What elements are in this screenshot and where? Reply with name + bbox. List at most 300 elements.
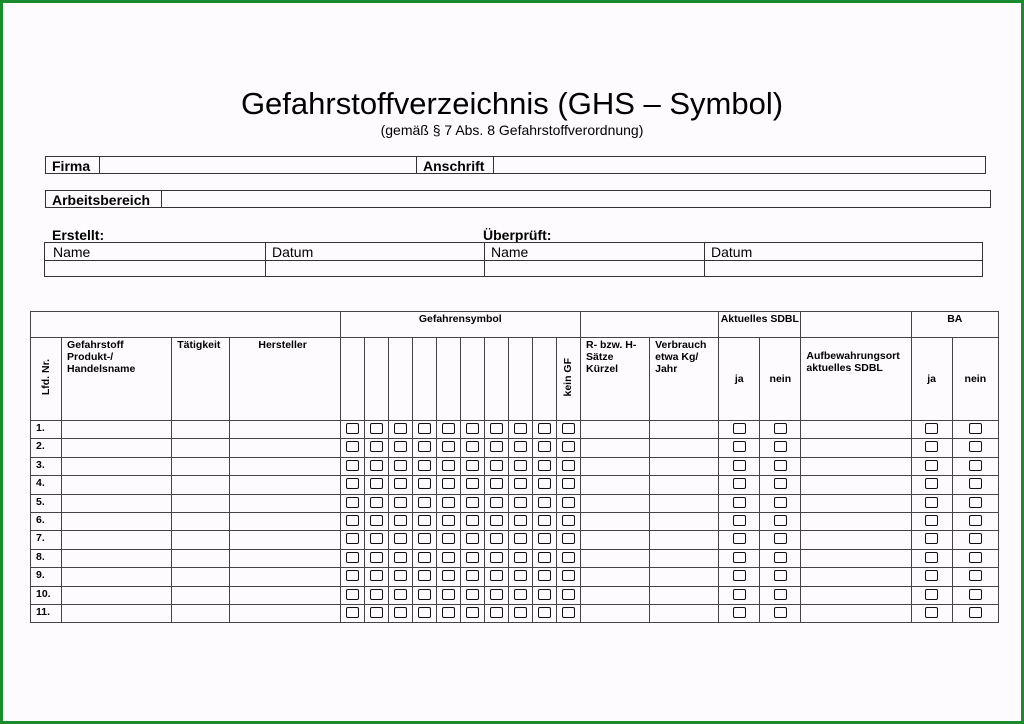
symbol-checkbox-cell: [364, 421, 388, 439]
checkbox[interactable]: [418, 589, 431, 600]
checkbox[interactable]: [418, 497, 431, 508]
checkbox[interactable]: [370, 478, 383, 489]
symbol-checkbox-cell: [436, 421, 460, 439]
row-number: 1.: [31, 421, 62, 439]
taetigkeit-cell[interactable]: [172, 512, 230, 530]
checkbox[interactable]: [774, 478, 787, 489]
checkbox[interactable]: [774, 589, 787, 600]
gefahrstoff-cell[interactable]: [62, 439, 172, 457]
checkbox[interactable]: [733, 460, 746, 471]
checkbox[interactable]: [418, 460, 431, 471]
checkbox[interactable]: [562, 460, 575, 471]
erstellt-name-field[interactable]: [45, 261, 265, 277]
aufbewahrungsort-cell[interactable]: [801, 568, 911, 586]
checkbox[interactable]: [562, 478, 575, 489]
checkbox[interactable]: [925, 515, 938, 526]
checkbox[interactable]: [538, 533, 551, 544]
r-h-saetze-cell[interactable]: [580, 476, 649, 494]
symbol-checkbox-cell: [532, 494, 556, 512]
aufbewahrungsort-cell[interactable]: [801, 549, 911, 567]
symbol-checkbox-cell: [412, 568, 436, 586]
checkbox[interactable]: [346, 533, 359, 544]
checkbox[interactable]: [442, 533, 455, 544]
sdbl-nein-checkbox-cell: [760, 531, 801, 549]
checkbox[interactable]: [733, 570, 746, 581]
checkbox[interactable]: [442, 552, 455, 563]
checkbox[interactable]: [774, 497, 787, 508]
table-row: [31, 531, 999, 549]
gefahrstoff-cell[interactable]: [62, 494, 172, 512]
taetigkeit-cell[interactable]: [172, 439, 230, 457]
checkbox[interactable]: [538, 515, 551, 526]
checkbox[interactable]: [969, 515, 982, 526]
checkbox[interactable]: [442, 607, 455, 618]
r-h-saetze-cell[interactable]: [580, 604, 649, 622]
checkbox[interactable]: [418, 441, 431, 452]
checkbox[interactable]: [774, 423, 787, 434]
checkbox[interactable]: [925, 441, 938, 452]
symbol-checkbox-cell: [340, 476, 364, 494]
checkbox[interactable]: [370, 497, 383, 508]
checkbox[interactable]: [925, 423, 938, 434]
checkbox[interactable]: [562, 607, 575, 618]
ba-nein-checkbox-cell: [952, 531, 998, 549]
row-number: 11.: [31, 604, 62, 622]
checkbox[interactable]: [394, 497, 407, 508]
symbol-checkbox-cell: [412, 476, 436, 494]
gefahrstoff-cell[interactable]: [62, 512, 172, 530]
checkbox[interactable]: [490, 552, 503, 563]
checkbox[interactable]: [370, 460, 383, 471]
checkbox[interactable]: [733, 552, 746, 563]
gefahrstoff-cell[interactable]: [62, 586, 172, 604]
checkbox[interactable]: [774, 441, 787, 452]
checkbox[interactable]: [370, 515, 383, 526]
taetigkeit-cell[interactable]: [172, 421, 230, 439]
firma-field[interactable]: [100, 157, 416, 173]
hersteller-cell[interactable]: [230, 549, 340, 567]
checkbox[interactable]: [969, 497, 982, 508]
firma-label: Firma: [52, 158, 91, 174]
taetigkeit-cell[interactable]: [172, 476, 230, 494]
erstellt-datum-field[interactable]: [266, 261, 484, 277]
aufbewahrungsort-cell[interactable]: [801, 457, 911, 475]
checkbox[interactable]: [514, 533, 527, 544]
checkbox[interactable]: [774, 607, 787, 618]
taetigkeit-cell[interactable]: [172, 457, 230, 475]
checkbox[interactable]: [514, 441, 527, 452]
symbol-checkbox-cell: [508, 439, 532, 457]
checkbox[interactable]: [562, 515, 575, 526]
checkbox[interactable]: [969, 552, 982, 563]
checkbox[interactable]: [733, 515, 746, 526]
ba-ja-checkbox-cell: [911, 604, 952, 622]
symbol-checkbox-cell: [532, 586, 556, 604]
r-h-saetze-cell[interactable]: [580, 457, 649, 475]
sdbl-nein-checkbox-cell: [760, 476, 801, 494]
checkbox[interactable]: [370, 423, 383, 434]
symbol-checkbox-cell: [412, 586, 436, 604]
checkbox[interactable]: [394, 515, 407, 526]
checkbox[interactable]: [418, 515, 431, 526]
symbol-checkbox-cell: [412, 457, 436, 475]
checkbox[interactable]: [442, 515, 455, 526]
taetigkeit-cell[interactable]: [172, 586, 230, 604]
checkbox[interactable]: [774, 533, 787, 544]
checkbox[interactable]: [538, 607, 551, 618]
checkbox[interactable]: [490, 607, 503, 618]
checkbox[interactable]: [466, 607, 479, 618]
taetigkeit-cell[interactable]: [172, 549, 230, 567]
checkbox[interactable]: [490, 570, 503, 581]
gefahrstoff-cell[interactable]: [62, 476, 172, 494]
checkbox[interactable]: [562, 552, 575, 563]
r-h-saetze-cell[interactable]: [580, 549, 649, 567]
ba-nein-checkbox-cell: [952, 457, 998, 475]
checkbox[interactable]: [514, 460, 527, 471]
checkbox[interactable]: [925, 460, 938, 471]
checkbox[interactable]: [925, 589, 938, 600]
checkbox[interactable]: [733, 423, 746, 434]
aufbewahrungsort-cell[interactable]: [801, 494, 911, 512]
checkbox[interactable]: [774, 515, 787, 526]
symbol-checkbox-cell: [364, 512, 388, 530]
ba-header: BA: [911, 312, 998, 338]
checkbox[interactable]: [490, 423, 503, 434]
ba-ja-checkbox-cell: [911, 457, 952, 475]
checkbox[interactable]: [925, 478, 938, 489]
checkbox[interactable]: [466, 515, 479, 526]
ba-ja-checkbox-cell: [911, 568, 952, 586]
symbol-checkbox-cell: [364, 604, 388, 622]
hersteller-cell[interactable]: [230, 439, 340, 457]
symbol-checkbox-cell: [484, 512, 508, 530]
gefahrstoff-cell[interactable]: [62, 531, 172, 549]
checkbox[interactable]: [733, 589, 746, 600]
checkbox[interactable]: [466, 497, 479, 508]
symbol-checkbox-cell: [484, 586, 508, 604]
checkbox[interactable]: [562, 570, 575, 581]
symbol-checkbox-cell: [364, 494, 388, 512]
aufbewahrungsort-cell[interactable]: [801, 531, 911, 549]
table-row: [31, 512, 999, 530]
checkbox[interactable]: [466, 478, 479, 489]
signature-box: [44, 242, 983, 277]
checkbox[interactable]: [514, 515, 527, 526]
anschrift-label: Anschrift: [423, 158, 485, 174]
checkbox[interactable]: [442, 570, 455, 581]
gefahrstoff-cell[interactable]: [62, 421, 172, 439]
checkbox[interactable]: [466, 441, 479, 452]
checkbox[interactable]: [969, 533, 982, 544]
checkbox[interactable]: [466, 533, 479, 544]
verbrauch-cell[interactable]: [650, 586, 719, 604]
aufbewahrungsort-cell[interactable]: [801, 421, 911, 439]
symbol-checkbox-cell: [484, 421, 508, 439]
checkbox[interactable]: [394, 533, 407, 544]
ueberprueft-name-label: Name: [491, 244, 529, 260]
checkbox[interactable]: [562, 423, 575, 434]
ba-ja-checkbox-cell: [911, 439, 952, 457]
hersteller-cell[interactable]: [230, 512, 340, 530]
checkbox[interactable]: [538, 441, 551, 452]
symbol-checkbox-cell: [532, 457, 556, 475]
checkbox[interactable]: [490, 460, 503, 471]
gefahrstoff-cell[interactable]: [62, 604, 172, 622]
checkbox[interactable]: [490, 441, 503, 452]
verbrauch-cell[interactable]: [650, 439, 719, 457]
checkbox[interactable]: [490, 497, 503, 508]
checkbox[interactable]: [442, 460, 455, 471]
checkbox[interactable]: [538, 460, 551, 471]
gefahrstoff-cell[interactable]: [62, 568, 172, 586]
checkbox[interactable]: [394, 478, 407, 489]
checkbox[interactable]: [969, 441, 982, 452]
checkbox[interactable]: [418, 423, 431, 434]
checkbox[interactable]: [774, 460, 787, 471]
sdbl-ja-checkbox-cell: [719, 568, 760, 586]
checkbox[interactable]: [562, 441, 575, 452]
kein-gf-checkbox-cell: [556, 604, 580, 622]
checkbox[interactable]: [346, 589, 359, 600]
taetigkeit-cell[interactable]: [172, 531, 230, 549]
checkbox[interactable]: [538, 497, 551, 508]
checkbox[interactable]: [418, 478, 431, 489]
aufbewahrungsort-cell[interactable]: [801, 604, 911, 622]
checkbox[interactable]: [774, 552, 787, 563]
taetigkeit-cell[interactable]: [172, 568, 230, 586]
symbol-checkbox-cell: [484, 494, 508, 512]
symbol-checkbox-cell: [532, 439, 556, 457]
checkbox[interactable]: [346, 441, 359, 452]
checkbox[interactable]: [346, 552, 359, 563]
symbol-checkbox-cell: [364, 439, 388, 457]
checkbox[interactable]: [774, 570, 787, 581]
hersteller-cell[interactable]: [230, 531, 340, 549]
verbrauch-cell[interactable]: [650, 494, 719, 512]
checkbox[interactable]: [394, 607, 407, 618]
kein-gf-checkbox-cell: [556, 494, 580, 512]
checkbox[interactable]: [418, 533, 431, 544]
checkbox[interactable]: [394, 570, 407, 581]
checkbox[interactable]: [394, 441, 407, 452]
checkbox[interactable]: [538, 478, 551, 489]
checkbox[interactable]: [538, 423, 551, 434]
symbol-checkbox-cell: [460, 494, 484, 512]
kein-gf-checkbox-cell: [556, 457, 580, 475]
symbol-checkbox-cell: [460, 512, 484, 530]
symbol-checkbox-cell: [340, 457, 364, 475]
checkbox[interactable]: [925, 552, 938, 563]
hersteller-cell[interactable]: [230, 457, 340, 475]
sdbl-ja-checkbox-cell: [719, 457, 760, 475]
hersteller-cell[interactable]: [230, 421, 340, 439]
checkbox[interactable]: [418, 607, 431, 618]
checkbox[interactable]: [733, 497, 746, 508]
checkbox[interactable]: [538, 570, 551, 581]
verbrauch-cell[interactable]: [650, 549, 719, 567]
checkbox[interactable]: [562, 533, 575, 544]
aufbewahrungsort-cell[interactable]: [801, 439, 911, 457]
checkbox[interactable]: [925, 497, 938, 508]
anschrift-field[interactable]: [494, 157, 984, 173]
symbol-checkbox-cell: [532, 549, 556, 567]
symbol-checkbox-cell: [484, 549, 508, 567]
checkbox[interactable]: [370, 607, 383, 618]
checkbox[interactable]: [394, 589, 407, 600]
verbrauch-cell[interactable]: [650, 531, 719, 549]
verbrauch-cell[interactable]: [650, 421, 719, 439]
r-h-saetze-cell[interactable]: [580, 568, 649, 586]
checkbox[interactable]: [466, 423, 479, 434]
verbrauch-cell[interactable]: [650, 604, 719, 622]
checkbox[interactable]: [538, 589, 551, 600]
checkbox[interactable]: [969, 570, 982, 581]
checkbox[interactable]: [514, 423, 527, 434]
checkbox[interactable]: [394, 552, 407, 563]
hersteller-cell[interactable]: [230, 604, 340, 622]
kein-gf-checkbox-cell: [556, 586, 580, 604]
aufbewahrungsort-cell[interactable]: [801, 586, 911, 604]
symbol-checkbox-cell: [436, 512, 460, 530]
symbol-checkbox-cell: [460, 476, 484, 494]
checkbox[interactable]: [442, 423, 455, 434]
checkbox[interactable]: [969, 423, 982, 434]
checkbox[interactable]: [562, 589, 575, 600]
verbrauch-cell[interactable]: [650, 457, 719, 475]
symbol-checkbox-cell: [508, 568, 532, 586]
r-h-saetze-cell[interactable]: [580, 439, 649, 457]
checkbox[interactable]: [346, 607, 359, 618]
checkbox[interactable]: [370, 552, 383, 563]
r-h-saetze-cell[interactable]: [580, 494, 649, 512]
checkbox[interactable]: [925, 607, 938, 618]
checkbox[interactable]: [490, 515, 503, 526]
ba-ja-checkbox-cell: [911, 494, 952, 512]
symbol-checkbox-cell: [388, 457, 412, 475]
checkbox[interactable]: [346, 515, 359, 526]
gefahrstoff-cell[interactable]: [62, 457, 172, 475]
kein-gf-checkbox-cell: [556, 549, 580, 567]
checkbox[interactable]: [346, 423, 359, 434]
symbol-checkbox-cell: [412, 421, 436, 439]
checkbox[interactable]: [346, 478, 359, 489]
taetigkeit-cell[interactable]: [172, 494, 230, 512]
arbeitsbereich-field[interactable]: [162, 191, 990, 207]
kein-gf-checkbox-cell: [556, 531, 580, 549]
symbol-checkbox-cell: [364, 531, 388, 549]
checkbox[interactable]: [925, 570, 938, 581]
checkbox[interactable]: [418, 570, 431, 581]
r-h-saetze-cell[interactable]: [580, 512, 649, 530]
checkbox[interactable]: [466, 589, 479, 600]
ueberprueft-name-field[interactable]: [485, 261, 704, 277]
gefahrstoff-cell[interactable]: [62, 549, 172, 567]
ueberprueft-label: Überprüft:: [483, 227, 552, 243]
symbol-checkbox-cell: [388, 512, 412, 530]
checkbox[interactable]: [370, 441, 383, 452]
checkbox[interactable]: [394, 423, 407, 434]
taetigkeit-cell[interactable]: [172, 604, 230, 622]
checkbox[interactable]: [733, 478, 746, 489]
checkbox[interactable]: [490, 589, 503, 600]
symbol-checkbox-cell: [340, 586, 364, 604]
checkbox[interactable]: [538, 552, 551, 563]
checkbox[interactable]: [969, 478, 982, 489]
checkbox[interactable]: [466, 552, 479, 563]
checkbox[interactable]: [442, 497, 455, 508]
ba-nein-checkbox-cell: [952, 549, 998, 567]
checkbox[interactable]: [514, 570, 527, 581]
sdbl-nein-header: nein: [760, 338, 801, 421]
checkbox[interactable]: [346, 497, 359, 508]
symbol-checkbox-cell: [484, 531, 508, 549]
verbrauch-cell[interactable]: [650, 512, 719, 530]
symbol-checkbox-cell: [412, 494, 436, 512]
checkbox[interactable]: [514, 497, 527, 508]
checkbox[interactable]: [466, 570, 479, 581]
r-h-saetze-cell[interactable]: [580, 586, 649, 604]
verbrauch-header: Verbrauch etwa Kg/ Jahr: [650, 338, 719, 421]
checkbox[interactable]: [969, 460, 982, 471]
checkbox[interactable]: [969, 607, 982, 618]
checkbox[interactable]: [490, 533, 503, 544]
checkbox[interactable]: [442, 478, 455, 489]
symbol-checkbox-cell: [412, 549, 436, 567]
checkbox[interactable]: [442, 589, 455, 600]
hersteller-cell[interactable]: [230, 568, 340, 586]
hersteller-cell[interactable]: [230, 476, 340, 494]
checkbox[interactable]: [925, 533, 938, 544]
checkbox[interactable]: [346, 570, 359, 581]
checkbox[interactable]: [490, 478, 503, 489]
hersteller-cell[interactable]: [230, 494, 340, 512]
r-h-saetze-cell[interactable]: [580, 421, 649, 439]
symbol-checkbox-cell: [412, 512, 436, 530]
checkbox[interactable]: [466, 460, 479, 471]
checkbox[interactable]: [442, 441, 455, 452]
checkbox[interactable]: [346, 460, 359, 471]
checkbox[interactable]: [733, 607, 746, 618]
checkbox[interactable]: [394, 460, 407, 471]
row-number: 7.: [31, 531, 62, 549]
checkbox[interactable]: [418, 552, 431, 563]
checkbox[interactable]: [969, 589, 982, 600]
ba-ja-header: ja: [911, 338, 952, 421]
r-h-saetze-cell[interactable]: [580, 531, 649, 549]
checkbox[interactable]: [733, 441, 746, 452]
verbrauch-cell[interactable]: [650, 568, 719, 586]
checkbox[interactable]: [514, 552, 527, 563]
checkbox[interactable]: [514, 607, 527, 618]
aufbewahrungsort-cell[interactable]: [801, 476, 911, 494]
row-number: 2.: [31, 439, 62, 457]
ueberprueft-datum-field[interactable]: [705, 261, 982, 277]
hersteller-cell[interactable]: [230, 586, 340, 604]
symbol-checkbox-cell: [436, 439, 460, 457]
ba-nein-checkbox-cell: [952, 586, 998, 604]
checkbox[interactable]: [733, 533, 746, 544]
verbrauch-cell[interactable]: [650, 476, 719, 494]
aufbewahrungsort-cell[interactable]: [801, 512, 911, 530]
checkbox[interactable]: [514, 478, 527, 489]
checkbox[interactable]: [514, 589, 527, 600]
sdbl-nein-checkbox-cell: [760, 604, 801, 622]
checkbox[interactable]: [370, 570, 383, 581]
checkbox[interactable]: [370, 533, 383, 544]
checkbox[interactable]: [370, 589, 383, 600]
checkbox[interactable]: [562, 497, 575, 508]
